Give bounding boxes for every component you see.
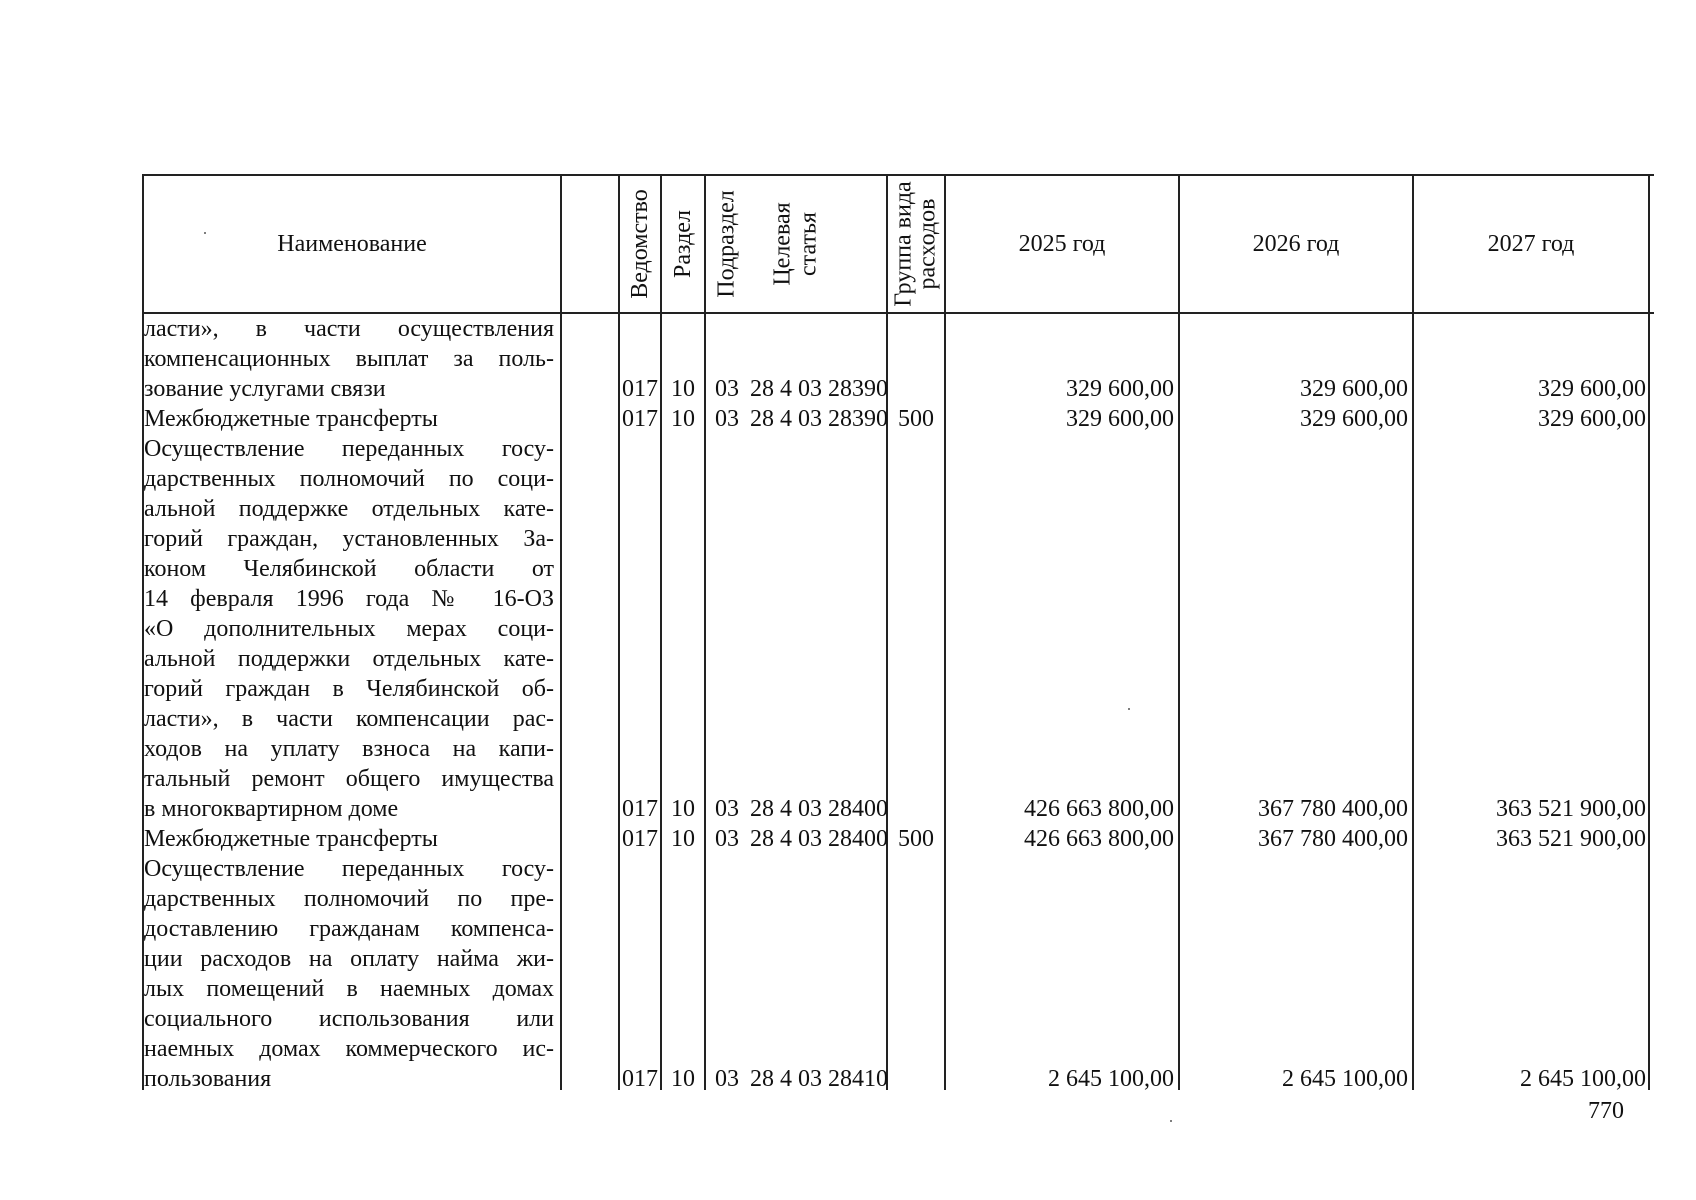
table-row <box>142 434 1652 824</box>
name-line: компенсационных выплат за поль- <box>144 346 554 372</box>
name-line: социального использования или <box>144 1006 554 1032</box>
cell-target: 28 4 03 28400 <box>750 796 888 822</box>
header-target <box>706 176 886 312</box>
name-line: дарственных полномочий по пре- <box>144 886 554 912</box>
cell-subsection: 03 <box>715 796 739 822</box>
cell-2027: 2 645 100,00 <box>1520 1066 1646 1092</box>
name-line: тальный ремонт общего имущества <box>144 766 554 792</box>
name-line: Межбюджетные трансферты <box>144 406 438 432</box>
cell-group: 500 <box>898 826 934 852</box>
cell-subsection: 03 <box>715 826 739 852</box>
name-line: ции расходов на оплату найма жи- <box>144 946 554 972</box>
cell-2026: 329 600,00 <box>1300 376 1408 402</box>
name-line: коном Челябинской области от <box>144 556 554 582</box>
cell-2025: 426 663 800,00 <box>1024 796 1174 822</box>
header-2027-label: 2027 год <box>1487 231 1575 257</box>
header-target-line1: Целевая <box>769 202 796 286</box>
header-2026 <box>1180 176 1412 312</box>
cell-target: 28 4 03 28400 <box>750 826 888 852</box>
cell-2025: 2 645 100,00 <box>1048 1066 1174 1092</box>
name-line: ласти», в части осуществления <box>144 316 554 342</box>
cell-name <box>144 404 554 434</box>
cell-subsection: 03 <box>715 406 739 432</box>
scan-speck <box>204 232 206 234</box>
header-2025 <box>946 176 1178 312</box>
cell-2025: 329 600,00 <box>1066 406 1174 432</box>
cell-target: 28 4 03 28390 <box>750 376 888 402</box>
header-section <box>662 176 704 312</box>
header-group-line1: Группа вида <box>891 181 917 307</box>
name-line: в многоквартирном доме <box>144 796 399 822</box>
budget-table <box>142 174 1652 1090</box>
header-name <box>144 176 560 312</box>
cell-2025: 329 600,00 <box>1066 376 1174 402</box>
scan-speck <box>1128 708 1130 710</box>
cell-2027: 363 521 900,00 <box>1496 826 1646 852</box>
cell-name <box>144 314 554 404</box>
cell-section: 10 <box>671 1066 695 1092</box>
cell-dept: 017 <box>622 796 658 822</box>
name-line: зование услугами связи <box>144 376 386 402</box>
scan-speck <box>1170 1120 1172 1122</box>
table-row <box>142 404 1652 434</box>
header-section-label: Раздел <box>670 210 697 278</box>
header-target-line2: статья <box>795 212 822 276</box>
name-line: Межбюджетные трансферты <box>144 826 438 852</box>
name-line: 14 февраля 1996 года № 16-ОЗ <box>144 586 554 612</box>
header-name-label: Наименование <box>277 231 427 257</box>
cell-subsection: 03 <box>715 376 739 402</box>
cell-2026: 2 645 100,00 <box>1282 1066 1408 1092</box>
name-line: горий граждан, установленных За- <box>144 526 554 552</box>
cell-2025: 426 663 800,00 <box>1024 826 1174 852</box>
cell-dept: 017 <box>622 826 658 852</box>
cell-section: 10 <box>671 376 695 402</box>
cell-2026: 367 780 400,00 <box>1258 826 1408 852</box>
cell-dept: 017 <box>622 376 658 402</box>
cell-dept: 017 <box>622 406 658 432</box>
name-line: ласти», в части компенсации рас- <box>144 706 554 732</box>
cell-2026: 367 780 400,00 <box>1258 796 1408 822</box>
table-row <box>142 824 1652 854</box>
name-line: доставлению гражданам компенса- <box>144 916 554 942</box>
page-number: 770 <box>1588 1098 1624 1124</box>
name-line: Осуществление переданных госу- <box>144 856 554 882</box>
name-line: горий граждан в Челябинской об- <box>144 676 554 702</box>
cell-name <box>144 854 554 1094</box>
name-line: дарственных полномочий по соци- <box>144 466 554 492</box>
header-group <box>888 176 944 312</box>
cell-name <box>144 434 554 824</box>
name-line: ходов на уплату взноса на капи- <box>144 736 554 762</box>
cell-2027: 329 600,00 <box>1538 406 1646 432</box>
header-dept-label: Ведомство <box>627 189 653 299</box>
name-line: «О дополнительных мерах соци- <box>144 616 554 642</box>
cell-2026: 329 600,00 <box>1300 406 1408 432</box>
cell-section: 10 <box>671 826 695 852</box>
name-line: лых помещений в наемных домах <box>144 976 554 1002</box>
header-2027 <box>1414 176 1648 312</box>
name-line: альной поддержке отдельных кате- <box>144 496 554 522</box>
header-2026-label: 2026 год <box>1252 231 1340 257</box>
cell-target: 28 4 03 28410 <box>750 1066 888 1092</box>
cell-name <box>144 824 554 854</box>
name-line: пользования <box>144 1066 272 1092</box>
cell-section: 10 <box>671 406 695 432</box>
header-2025-label: 2025 год <box>1018 231 1106 257</box>
cell-subsection: 03 <box>715 1066 739 1092</box>
cell-2027: 329 600,00 <box>1538 376 1646 402</box>
header-dept <box>620 176 660 312</box>
header-group-line2: расходов <box>915 198 941 290</box>
table-row <box>142 314 1652 404</box>
name-line: альной поддержки отдельных кате- <box>144 646 554 672</box>
cell-group: 500 <box>898 406 934 432</box>
cell-2027: 363 521 900,00 <box>1496 796 1646 822</box>
table-row <box>142 854 1652 1094</box>
header-subsection-label: Подраздел <box>714 190 741 298</box>
cell-target: 28 4 03 28390 <box>750 406 888 432</box>
cell-section: 10 <box>671 796 695 822</box>
name-line: Осуществление переданных госу- <box>144 436 554 462</box>
name-line: наемных домах коммерческого ис- <box>144 1036 554 1062</box>
cell-dept: 017 <box>622 1066 658 1092</box>
